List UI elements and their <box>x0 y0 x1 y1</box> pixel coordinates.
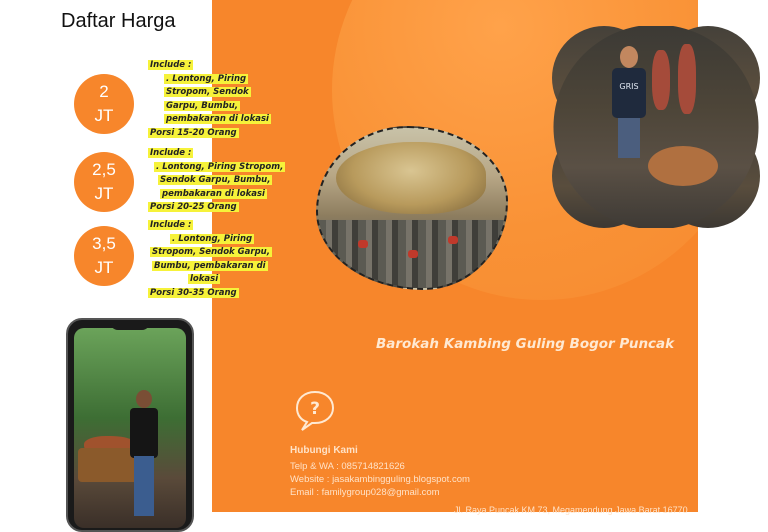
email-link[interactable]: Email : familygroup028@gmail.com <box>290 487 440 498</box>
phone-mockup <box>66 318 194 532</box>
price-unit: JT <box>94 106 114 125</box>
include-label: Include : <box>150 60 192 70</box>
portion-label: Porsi 15-20 Orang <box>150 127 237 138</box>
question-bubble-icon <box>292 388 338 434</box>
price-unit: JT <box>94 184 114 203</box>
description-line: pembakaran di lokasi <box>166 114 269 124</box>
price-description-3 <box>148 219 272 300</box>
person <box>128 390 162 528</box>
description-line: pembakaran di lokasi <box>162 188 265 199</box>
description-line: Bumbu, pembakaran di <box>154 260 266 271</box>
portion-label: Porsi 30-35 Orang <box>150 287 237 298</box>
phone-contact: Telp & WA : 085714821626 <box>290 461 405 472</box>
description-line: . Lontong, Piring <box>172 233 253 244</box>
description-line: lokasi <box>190 274 219 284</box>
roasted-goat <box>648 146 718 186</box>
person <box>612 46 646 156</box>
roast-photo <box>316 126 508 290</box>
website-link[interactable]: Website : jasakambingguling.blogspot.com <box>290 474 470 485</box>
description-line: . Lontong, Piring Stropom, <box>156 161 284 172</box>
portion-label: Porsi 20-25 Orang <box>150 202 237 212</box>
roasted-goat <box>336 142 486 214</box>
contact-title: Hubungi Kami <box>290 445 358 456</box>
price-description-2 <box>148 147 285 215</box>
svg-text:?: ? <box>310 399 320 419</box>
price-amount: 3,5 <box>92 234 116 253</box>
description-line: Garpu, Bumbu, <box>166 100 238 111</box>
page-title: Daftar Harga <box>61 10 176 32</box>
price-badge-2 <box>74 152 134 212</box>
price-badge-1 <box>74 74 134 134</box>
address: Jl. Raya Puncak KM 73, Megamendung Jawa Barat 16770 <box>454 505 688 515</box>
price-amount: 2,5 <box>92 160 116 179</box>
include-label: Include : <box>150 148 192 158</box>
price-description-1 <box>148 59 271 140</box>
description-line: Stropom, Sendok Garpu, <box>152 247 270 257</box>
butcher-photo <box>552 26 760 228</box>
price-badge-3 <box>74 226 134 286</box>
description-line: . Lontong, Piring <box>166 73 247 84</box>
phone-photo <box>74 328 186 528</box>
phone-notch <box>110 320 150 330</box>
brand-name: Barokah Kambing Guling Bogor Puncak <box>376 336 675 352</box>
shirt-text: GRIS <box>619 82 639 91</box>
include-label: Include : <box>150 220 192 230</box>
description-line: Sendok Garpu, Bumbu, <box>160 175 271 185</box>
description-line: Stropom, Sendok <box>166 87 249 97</box>
price-unit: JT <box>94 258 114 277</box>
price-amount: 2 <box>99 82 109 101</box>
